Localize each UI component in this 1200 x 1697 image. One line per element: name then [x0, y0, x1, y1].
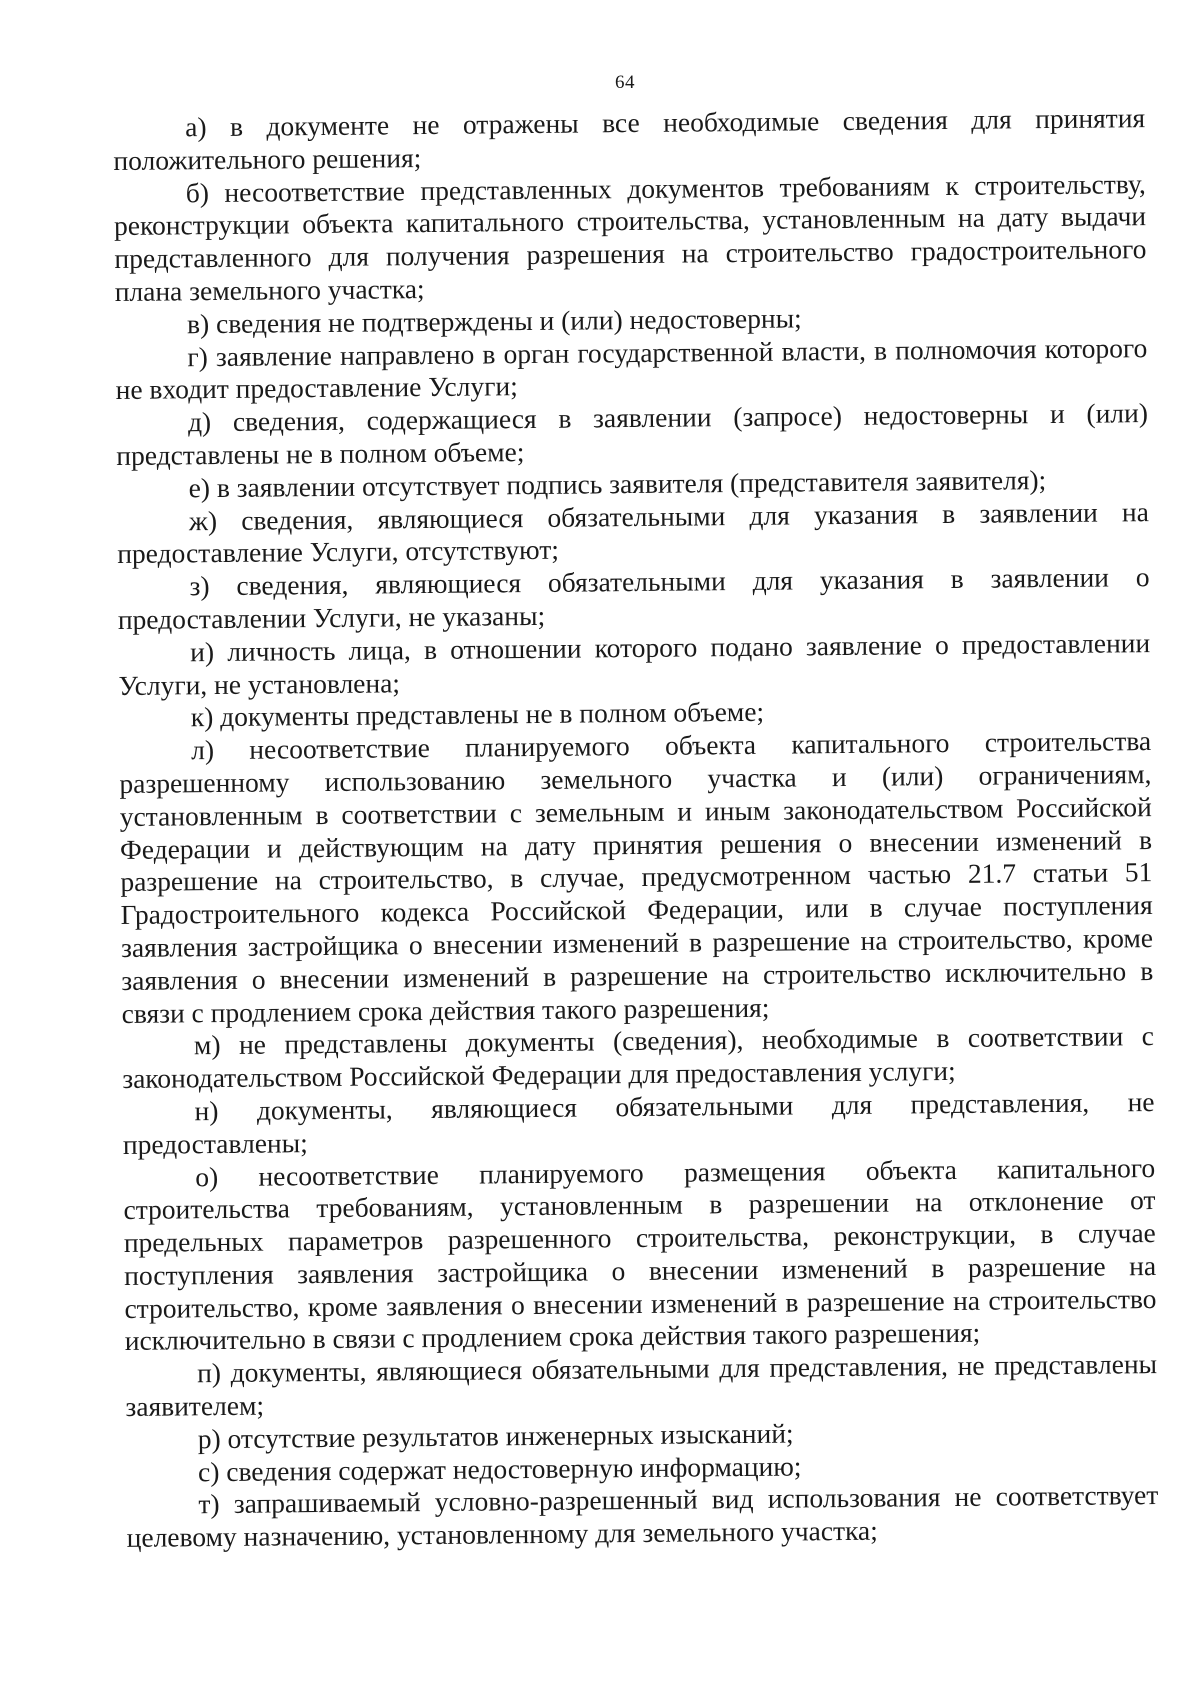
list-item-zh: ж) сведения, являющиеся обязательными для указания в заявлении на предоставление Услуги, отсутствуют; [117, 495, 1150, 570]
list-item-r: р) отсутствие результатов инженерных изысканий; [197, 1417, 794, 1455]
list-item-k: к) документы представлены не в полном объеме; [190, 696, 765, 733]
list-item-p: п) документы, являющиеся обязательными для представления, не представлены заявителем; [125, 1348, 1158, 1423]
list-item-z: з) сведения, являющиеся обязательными для указания в заявлении о предоставлении Услуги, не указаны; [117, 561, 1150, 635]
list-item-b: б) несоответствие представленных документов требованиям к строительству, реконструкции объекта капитального строительства, установленным на дату выдачи представленного для получения разрешения на строительство градостроительного плана земельного участка; [113, 167, 1147, 307]
list-item-e: е) в заявлении отсутствует подпись заявителя (представителя заявителя); [188, 463, 1047, 504]
list-item-m: м) не представлены документы (сведения), необходимые в соответствии с законодательством Российской Федерации для предоставления услуги; [122, 1020, 1155, 1095]
list-item-g: г) заявление направлено в орган государственной власти, в полномочия которого не входит предоставление Услуги; [115, 331, 1148, 406]
list-item-i: и) личность лица, в отношении которого подано заявление о предоставлении Услуги, не установлена; [118, 626, 1151, 701]
list-item-t: т) запрашиваемый условно-разрешенный вид использования не соответствует целевому назначению, установленному для земельного участка; [126, 1479, 1159, 1554]
list-item-d: д) сведения, содержащиеся в заявлении (запросе) недостоверны и (или) представлены не в полном объеме; [116, 397, 1149, 471]
list-item-l: л) несоответствие планируемого объекта капитального строительства разрешенному использованию земельного участка и (или) ограничениям, установленным в соответствии с земельным и иным законодательством Российской Федерации и действующим на дату принятия решения о внесении изменений в разрешение на строительство, в случае, предусмотренном частью 21.7 статьи 51 Градостроительного кодекса Российской Федерации, или в случае поступления заявления застройщика о внесении изменений в разрешение на строительство, кроме заявления о внесении изменений в разрешение на строительство исключительно в связи с продлением срока действия такого разрешения; [119, 725, 1154, 1029]
page-number: 64 [615, 72, 635, 93]
list-item-n: н) документы, являющиеся обязательными для представления, не предоставлены; [122, 1085, 1155, 1160]
document-body [113, 102, 1159, 1555]
list-item-v: в) сведения не подтверждены и (или) недостоверны; [186, 302, 802, 340]
list-item-o: о) несоответствие планируемого размещения объекта капитального строительства требованиям, установленным в разрешении на отклонение от предельных параметров разрешенного строительства, реконструкции, в случае поступления заявления застройщика о внесении изменений в разрешение на строительство, кроме заявления о внесении изменений в разрешение на строительство исключительно в связи с продлением срока действия такого разрешения; [123, 1151, 1157, 1357]
list-item-s: с) сведения содержат недостоверную информацию; [197, 1450, 802, 1487]
list-item-a: а) в документе не отражены все необходимые сведения для принятия положительного решения; [113, 102, 1146, 176]
